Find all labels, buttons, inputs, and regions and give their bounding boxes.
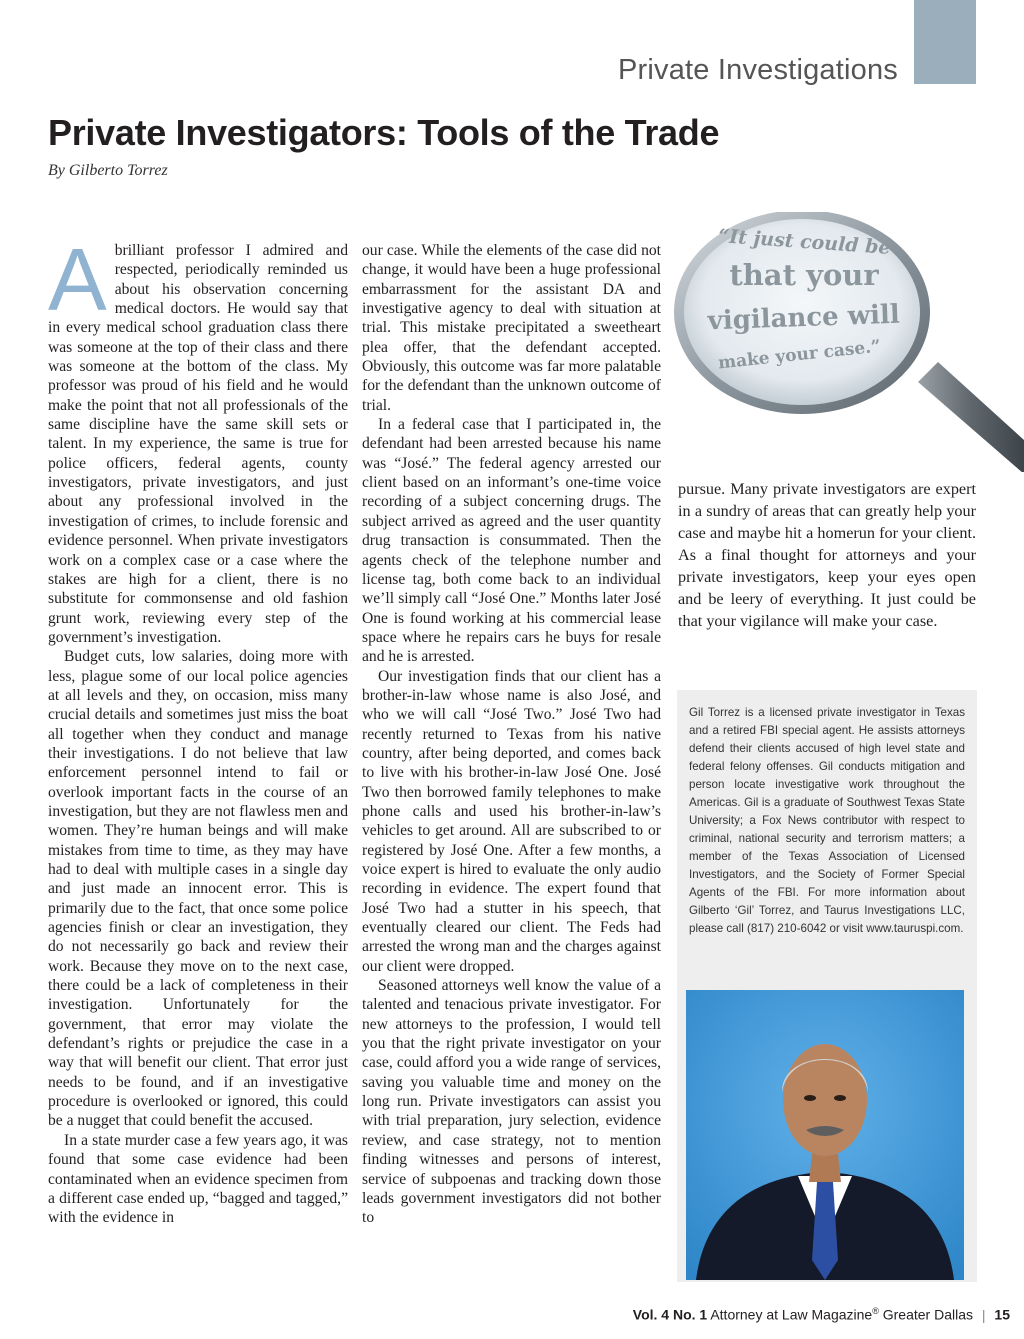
article-title: Private Investigators: Tools of the Trade <box>48 112 720 153</box>
paragraph: Our investigation finds that our client has a brother-in-law whose name is also José, and who we will call “José Two.” José Two had recently returned to Texas from his native country, after being deported, and comes back to live with his brother-in-law José One. José Two then borrowed family telephones to make phone calls and used his brother-in-law’s vehicles to get around. All are subscribed to or registered by José One. After a few months, a voice expert is hired to evaluate the only audio recording in evidence. The expert found that José Two had a stutter in his speech, that eventually cleared our client. The Feds had arrested the wrong man and the charges against our client were dropped. <box>362 667 661 975</box>
footer-separator: | <box>981 1306 986 1323</box>
pull-quote-line-4: make your case.” <box>717 336 882 374</box>
pull-quote-line-3: vigilance will <box>707 299 901 337</box>
paragraph: In a federal case that I participated in, the defendant had been arrested because his name was “José.” The federal agency arrested our client based on an informant’s one-time voice recording of a subject concerning drugs. The subject arrived as agreed and the user quantity drug transaction is consummated. Then the agents check of the telephone number and license tag, both come back to an individual we’ll simply call “José One.” Months later José One is found working at his commercial lease space where he repairs cars he buys for resale and he is arrested. <box>362 416 661 666</box>
paragraph: Seasoned attorneys well know the value of a talented and tenacious private investigator. For new attorneys to the profession, I would tell you that the right private investigator on your case, could afford you a wide range of services, saving you valuable time and money on the long run. Private investigators can assist you with trial preparation, jury selection, evidence review, and case strategy, not to mention finding witnesses and persons of interest, service of subpoenas and tracking down those leads government investigators did not bother to <box>362 977 661 1227</box>
paragraph: In a state murder case a few years ago, it was found that some case evidence had been contaminated when an evidence specimen from a different case ended up, “bagged and tagged,” with the evidence in <box>48 1131 348 1227</box>
footer-magazine: Attorney at Law Magazine <box>710 1306 873 1323</box>
byline: By Gilberto Torrez <box>48 162 168 179</box>
section-label: Private Investigations <box>617 54 898 86</box>
drop-cap: A <box>48 230 107 329</box>
article-column-1 <box>48 230 348 1291</box>
page-number: 15 <box>994 1306 1010 1323</box>
paragraph: Budget cuts, low salaries, doing more with less, plague some of our local police agencies at all levels and they, on occasion, miss many crucial details and sometimes just miss the boat all together when they conduct and manage their investigations. I do not believe that law enforcement personnel intend to fail or overlook important facts in the course of an investigation, but they are not flawless men and women. They’re human beings and will make mistakes from time to time, as they may have had to deal with multiple cases in a single day and just made an innocent error. This is primarily due to the fact, that once some police agencies finish or clear an investigation, they do not necessarily go back and review their work. Because they move on to the next case, there could be a lack of completeness in their investigation. Unfortunately for the government, that error may violate the defendant’s rights or prejudice the case in a way that will benefit our client. That error just needs to be found, and if an investigative procedure is overlooked or ignored, this could be a nugget that could benefit the accused. <box>48 648 348 1130</box>
pull-quote-line-1: “It just could be <box>717 225 892 260</box>
article-column-3 <box>678 478 976 632</box>
author-portrait <box>686 990 964 1280</box>
article-column-2 <box>362 241 661 1291</box>
footer-volume: Vol. 4 No. 1 <box>632 1306 708 1323</box>
footer-reg-mark: ® <box>872 1306 879 1316</box>
paragraph <box>48 230 348 647</box>
footer-edition: Greater Dallas <box>882 1306 973 1323</box>
paragraph-text: brilliant professor I admired and respected, periodically reminded us about his observation concerning medical doctors. He would say that in every medical school graduation class there was someone at the top of their class and there was someone at the bottom of the class. My professor was proud of his field and he would make the point that not all professionals of the same discipline have the same skill sets or talent. In my experience, the same is true for police officers, federal agents, county investigators, private investigators, and just about any professional involved in the investigation of crimes, to include forensic and evidence personnel. When private investigators work on a complex case or a case where the stakes are high for a client, there is no substitute for commonsense and old fashion grunt work, reviewing every step of the government’s investigation. <box>48 242 348 646</box>
paragraph: our case. While the elements of the case did not change, it would have been a huge professional embarrassment for the assistant DA and investigative agency to deal with situation at trial. This mistake precipitated a sweetheart plea offer, that the defendant accepted. Obviously, this outcome was far more palatable for the defendant than the unknown outcome of trial. <box>362 242 661 414</box>
page-footer <box>633 1306 1010 1323</box>
author-bio: Gil Torrez is a licensed private investigator in Texas and a retired FBI special agent. He assists attorneys defend their clients accused of high level state and federal felony offenses. Gil conducts mitigation and person locate investigative work throughout the Americas. Gil is a graduate of Southwest Texas State University; a Fox News contributor with respect to criminal, national security and terrorism matters; a member of the Texas Association of Licensed Investigators, and the Society of Former Special Agents of the FBI. For more information about Gilberto ‘Gil’ Torrez, and Taurus Investigations LLC, please call (817) 210-6042 or visit www.tauruspi.com. <box>689 706 965 935</box>
paragraph: pursue. Many private investigators are expert in a sundry of areas that can greatly help your case and maybe hit a homerun for your client. As a final thought for attorneys and your private investigators, keep your eyes open and be leery of everything. It just could be that your vigilance will make your case. <box>678 480 976 630</box>
pull-quote-line-2: that your <box>729 258 879 292</box>
magnifier-handle <box>918 362 1024 472</box>
magnifying-glass-icon <box>662 212 1024 472</box>
section-tab <box>914 0 976 84</box>
